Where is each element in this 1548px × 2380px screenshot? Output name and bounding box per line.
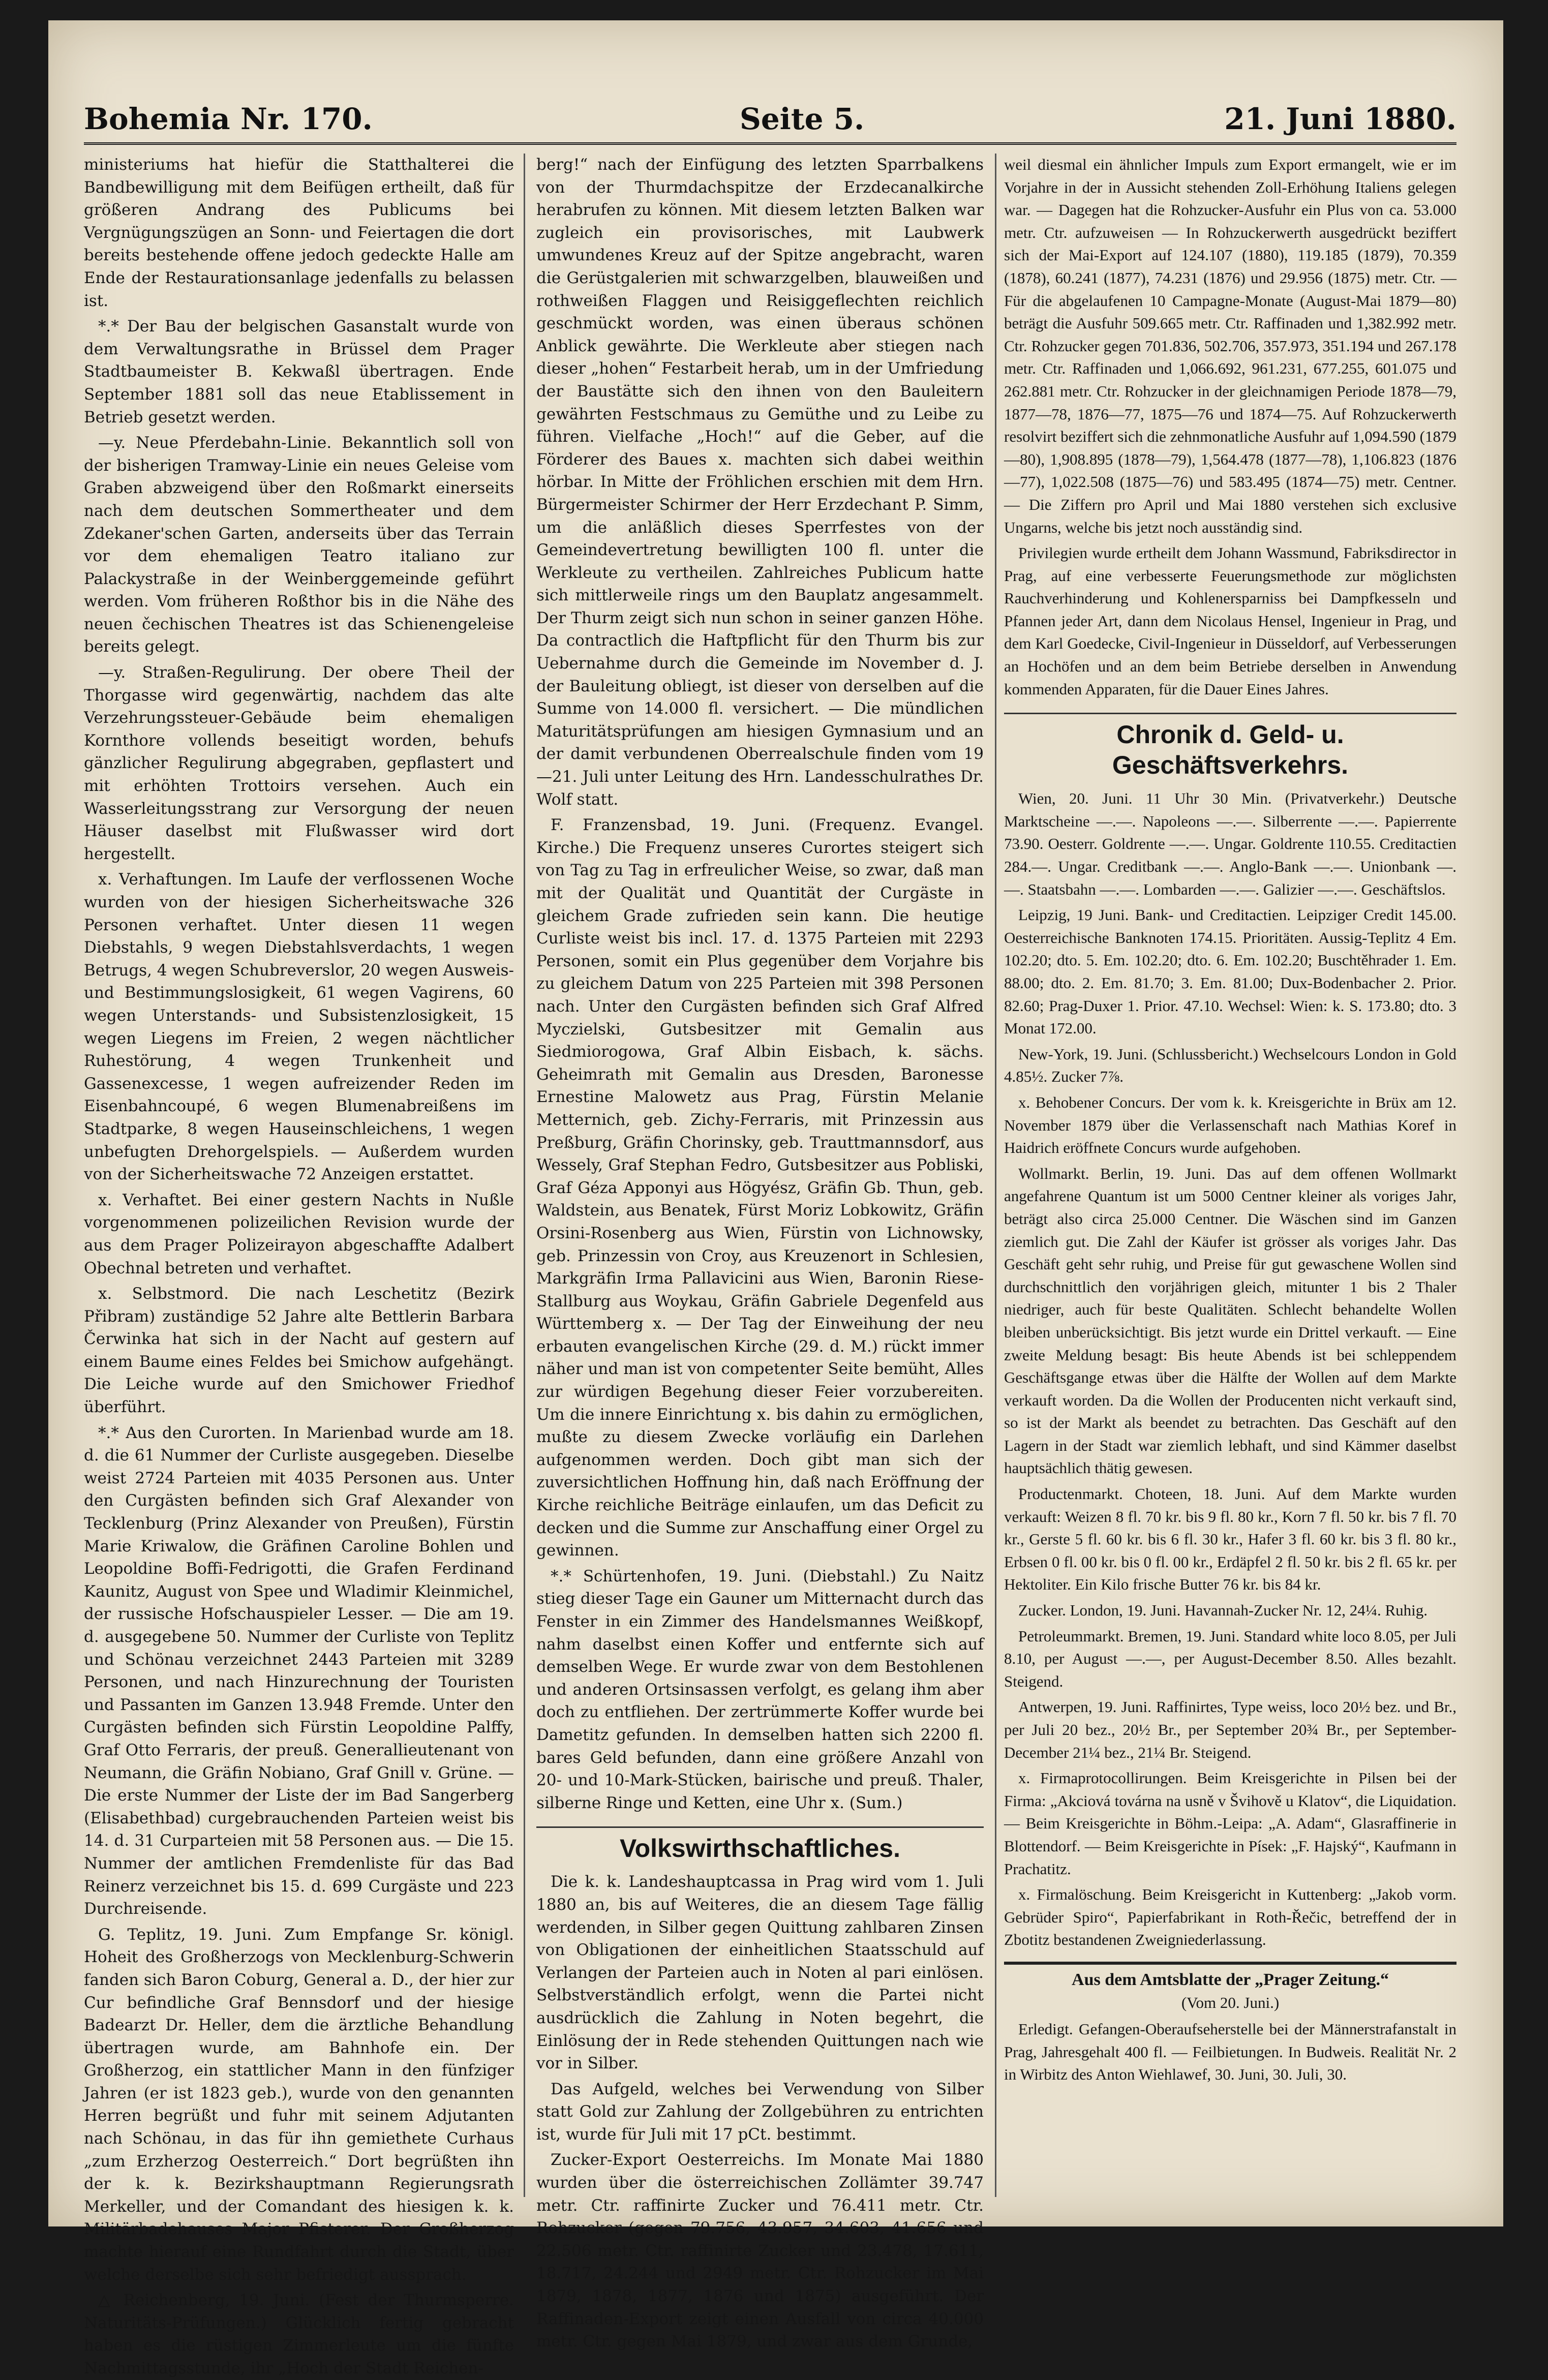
article-text: Erledigt. Gefangen-Oberaufseherstelle bei der Männerstrafanstalt in Prag, Jahresgehalt 400 fl. — Feilbietungen. In Budweis. Realität Nr. 2 in Wirbitz des Anton Wiehlawef, 30. Juni, 30. Juli, 30. xyxy=(1004,2020,1456,2084)
article-text: *.* Schürtenhofen, 19. Juni. (Diebstahl.) Zu Naitz stieg dieser Tage ein Gauner um Mitternacht durch das Fenster in ein Zimmer des Handelsmannes Weißkopf, nahm daselbst einen Koffer und entfernte sich auf demselben Wege. Er wurde zwar von dem Bestohlenen und anderen Ortsinsassen verfolgt, es gelang ihm aber doch zu entfliehen. Der zertrümmerte Koffer wurde bei Dametitz gefunden. In demselben hatten sich 2200 fl. bares Geld befunden, dann eine größere Anzahl von 20- und 10-Mark-Stücken, bairische und preuß. Thaler, silberne Ringe und Ketten, eine Uhr x. (Sum.) xyxy=(536,1567,984,1812)
market-report: Antwerpen, 19. Juni. Raffinirtes, Type weiss, loco 20½ bez. und Br., per Juli 20 bez., 20½ Br., per September 20¾ Br., per September-December 21¼ bez., 21¼ Br. Steigend. xyxy=(1004,1698,1456,1761)
page-number: Seite 5. xyxy=(740,102,865,136)
article-text: x. Verhaftungen. Im Laufe der verflossenen Woche wurden von der hiesigen Sicherheitswache 326 Personen verhaftet. Unter diesen 11 wegen Diebstahls, 9 wegen Diebstahlsverdachts, 1 wegen Betrugs, 4 wegen Schubreverslor, 20 wegen Ausweis- und Bestimmungslosigkeit, 61 wegen Vagirens, 60 wegen Unterstands- und Subsistenzlosigkeit, 15 wegen Liegens im Freien, 2 wegen nächtlicher Ruhestörung, 4 wegen Trunkenheit und Gassenexcesse, 1 wegen aufreizender Reden im Eisenbahncoupé, 6 wegen Blumenabreißens im Stadtparke, 8 wegen Hauseinschleichens, 1 wegen unbefugten Drehorgelspiels. — Außerdem wurden von der Sicherheitswache 72 Anzeigen erstattet. xyxy=(84,870,514,1184)
article-text: Die k. k. Landeshauptcassa in Prag wird vom 1. Juli 1880 an, bis auf Weiteres, die an diesem Tage fällig werdenden, in Silber gegen Quittung zahlbaren Zinsen von Obligationen der einheitlichen Staatsschuld auf Verlangen der Parteien auch in Noten al pari einlösen. Selbstverständlich erfolgt, wenn die Partei nicht ausdrücklich die Zahlung in Noten begehrt, die Einlösung der in Rede stehenden Quittungen nach wie vor in Silber. xyxy=(536,1873,984,2073)
article-text: x. Firmaprotocollirungen. Beim Kreisgerichte in Pilsen bei der Firma: „Akciová továrna na usně v Švihově u Klatov“, die Liquidation. — Beim Kreisgerichte in Böhm.-Leipa: „A. Adam“, Glasraffinerie in Blottendorf. — Beim Kreisgerichte in Písek: „F. Hajský“, Kaufmann in Prachatitz. xyxy=(1004,1769,1456,1878)
article-text: x. Behobener Concurs. Der vom k. k. Kreisgerichte in Brüx am 12. November 1879 über die Verlassenschaft nach Mathias Koref in Haidrich eröffnete Concurs wurde aufgehoben. xyxy=(1004,1093,1456,1157)
market-report: Productenmarkt. Choteen, 18. Juni. Auf dem Markte wurden verkauft: Weizen 8 fl. 70 kr. bis 9 fl. 80 kr., Korn 7 fl. 50 kr. bis 7 fl. 70 kr., Gerste 5 fl. 60 kr. bis 6 fl. 30 kr., Hafer 3 fl. 60 kr. bis 3 fl. 80 kr., Erbsen 0 fl. 00 kr. bis 0 fl. 00 kr., Erdäpfel 2 fl. 50 kr. bis 2 fl. 65 kr. per Hektoliter. Ein Kilo frische Butter 76 kr. bis 84 kr. xyxy=(1004,1485,1456,1594)
article-text: —y. Straßen-Regulirung. Der obere Theil der Thorgasse wird gegenwärtig, nachdem das alte Verzehrungssteuer-Gebäude beim ehemaligen Kornthore vollends beseitigt worden, behufs gänzlicher Regulirung abgegraben, gepflastert und mit erhöhten Trottoirs versehen. Auch ein Wasserleitungsstrang zur Versorgung der neuen Häuser daselbst mit Flußwasser wird dort hergestellt. xyxy=(84,663,514,863)
article-text: Das Aufgeld, welches bei Verwendung von Silber statt Gold zur Zahlung der Zollgebühren zu entrichten ist, wurde für Juli mit 17 pCt. bestimmt. xyxy=(536,2080,984,2144)
article-text: Zucker-Export Oesterreichs. Im Monate Mai 1880 wurden über die österreichischen Zollämter 39.747 metr. Ctr. raffinirte Zucker und 76.411 metr. Ctr. Rohzucker (gegen 79.756, 43.957, 34.603, 41.656 und 22.506 metr. Ctr. raffinirte Zucker und 23.478, 17.611, 18.717, 24.244 und 2949 metr. Ctr. Rohzucker im Mai 1879, 1878, 1877, 1876 und 1875) ausgeführt. Der Raffinaden-Export zeigt einen Ausfall von circa 40.000 metr. Ctr. gegen Mai 1879, und zwar aus dem Grunde, xyxy=(536,2151,984,2351)
market-report: New-York, 19. Juni. (Schlussbericht.) Wechselcours London in Gold 4.85½. Zucker 7⅞. xyxy=(1004,1045,1456,1086)
column-2 xyxy=(536,154,984,2351)
column-divider xyxy=(995,154,996,2197)
article-text: x. Firmalöschung. Beim Kreisgericht in Kuttenberg: „Jakob vorm. Gebrüder Spiro“, Papierfabrikant in Roth-Řečic, betreffend der in Zbotitz bestandenen Zweigniederlassung. xyxy=(1004,1885,1456,1949)
article-text: x. Verhaftet. Bei einer gestern Nachts in Nußle vorgenommenen polizeilichen Revision wurde der aus dem Prager Polizeirayon abgeschaffte Adalbert Obechnal betreten und verhaftet. xyxy=(84,1191,514,1277)
official-gazette-heading: Aus dem Amtsblatte der „Prager Zeitung.“ xyxy=(1004,1962,1456,1992)
market-report: Leipzig, 19 Juni. Bank- und Creditactien. Leipziger Credit 145.00. Oesterreichische Banknoten 174.15. Prioritäten. Aussig-Teplitz 4 Em. 102.20; dto. 5. Em. 102.20; dto. 6. Em. 102.20; Buschtěhrader 1. Em. 88.00; dto. 2. Em. 81.70; 3. Em. 81.00; Dux-Bodenbacher 2. Prior. 82.60; Prag-Duxer 1. Prior. 47.10. Wechsel: Wien: k. S. 173.80; dto. 3 Monat 172.00. xyxy=(1004,906,1456,1038)
official-gazette-date: (Vom 20. Juni.) xyxy=(1181,1993,1280,2011)
section-heading: Chronik d. Geld- u. Geschäftsverkehrs. xyxy=(1004,713,1456,780)
article-text: △ Reichenberg, 19. Juni. (Fest der Thurmsperre. Naturitäts-Prüfungen.) Glücklich fertig gebracht haben es die rüstigen Zimmerleute um die fünfte Nachmittagsstunde, ihr „Hoch der Stadt Reichen- xyxy=(84,2291,514,2377)
article-text: weil diesmal ein ähnlicher Impuls zum Export ermangelt, wie er im Vorjahre in der in Aussicht stehenden Zoll-Erhöhung Italiens gelegen war. — Dagegen hat die Rohzucker-Ausfuhr ein Plus von ca. 53.000 metr. Ctr. aufzuweisen — In Rohzuckerwerth ausgedrückt beziffert sich der Mai-Export auf 124.107 (1880), 119.185 (1879), 70.359 (1878), 60.241 (1877), 74.231 (1876) und 29.956 (1875) metr. Ctr. — Für die abgelaufenen 10 Campagne-Monate (August-Mai 1879—80) beträgt die Ausfuhr 509.665 metr. Ctr. Raffinaden und 1,382.992 metr. Ctr. Rohzucker gegen 701.836, 502.706, 357.973, 351.194 und 267.178 metr. Ctr. Raffinaden und 1,066.692, 961.231, 677.255, 601.075 und 262.881 metr. Ctr. Rohzucker in der gleichnamigen Periode 1878—79, 1877—78, 1876—77, 1875—76 und 1874—75. Auf Rohzuckerwerth resolvirt beziffert sich die zehnmonatliche Ausfuhr auf 1,094.590 (1879—80), 1,908.895 (1878—79), 1,564.478 (1877—78), 1,106.823 (1876—77), 1,022.508 (1875—76) und 583.495 (1874—75) metr. Centner. — Die Ziffern pro April und Mai 1880 verstehen sich exclusive Ungarns, welche bis jetzt noch ausständig sind. xyxy=(1004,156,1456,536)
column-divider xyxy=(524,154,525,2197)
article-text: x. Selbstmord. Die nach Leschetitz (Bezirk Přibram) zuständige 52 Jahre alte Bettlerin Barbara Čerwinka hat sich in der Nacht auf gestern auf einem Baume eines Feldes bei Smichow aufgehängt. Die Leiche wurde auf den Smichower Friedhof überführt. xyxy=(84,1285,514,1417)
market-report: Wollmarkt. Berlin, 19. Juni. Das auf dem offenen Wollmarkt angefahrene Quantum ist um 5000 Centner kleiner als voriges Jahr, beträgt also circa 25.000 Centner. Die Wäschen sind im Ganzen ziemlich gut. Die Zahl der Käufer ist grösser als voriges Jahr. Das Geschäft geht sehr ruhig, und Preise für gut gewaschene Wollen sind durchschnittlich den vorjährigen gleich, mitunter 1 bis 2 Thaler niedriger, auch für beste Qualitäten. Schlecht behandelte Wollen bleiben unberücksichtigt. Bis jetzt wurde ein Drittel verkauft. — Eine zweite Meldung besagt: Bis heute Abends ist bei schleppendem Geschäftsgange etwas über die Hälfte der Wollen auf dem Markte verkauft worden. Da die Wollen der Producenten nicht verkauft sind, so ist der Markt als beendet zu betrachten. Das Geschäft auf den Lagern in der Stadt war ziemlich lebhaft, und sind Kämmer daselbst hauptsächlich thätig gewesen. xyxy=(1004,1164,1456,1477)
page-header xyxy=(84,97,1456,145)
article-text: ministeriums hat hiefür die Statthalterei die Bandbewilligung mit dem Beifügen ertheilt, daß für größeren Andrang des Publicums bei Vergnügungszügen an Sonn- und Feiertagen die dort bereits bestehende offene jedoch gedeckte Halle am Ende der Restaurationsanlage jedenfalls zu belassen ist. xyxy=(84,156,514,310)
newspaper-title: Bohemia Nr. 170. xyxy=(84,102,373,136)
column-1 xyxy=(84,154,514,2377)
issue-date: 21. Juni 1880. xyxy=(1224,102,1456,136)
article-text: F. Franzensbad, 19. Juni. (Frequenz. Evangel. Kirche.) Die Frequenz unseres Curortes steigert sich von Tag zu Tag in erfreulicher Weise, so zwar, daß man mit der Qualität und Quantität der Curgäste in gleichem Grade zufrieden sein kann. Die heutige Curliste weist bis incl. 17. d. 1375 Parteien mit 2293 Personen, somit ein Plus gegenüber dem Vorjahre bis zu gleichem Datum von 225 Parteien mit 398 Personen nach. Unter den Curgästen befinden sich Graf Alfred Myczielski, Gutsbesitzer mit Gemalin aus Siedmiorogowa, Graf Albin Eisbach, k. sächs. Geheimrath mit Gemalin aus Dresden, Baronesse Ernestine Malowetz aus Prag, Fürstin Melanie Metternich, geb. Zichy-Ferraris, mit Prinzessin aus Preßburg, Gräfin Chorinsky, geb. Trauttmannsdorf, aus Wessely, Graf Stephan Fedro, Gutsbesitzer aus Pobliski, Graf Géza Apponyi aus Högyész, Gräfin Gb. Thun, geb. Waldstein, aus Benatek, Fürst Moriz Lobkowitz, Gräfin Orsini-Rosenberg aus Wien, Fürstin von Lichnowsky, geb. Prinzessin von Croy, aus Kreuzenort in Schlesien, Markgräfin Irma Pallavicini aus Wien, Baronin Riese-Stallburg aus Woykau, Gräfin Gabriele Degenfeld aus Württemberg x. — Der Tag der Einweihung der neu erbauten evangelischen Kirche (29. d. M.) rückt immer näher und man ist von competenter Seite bemüht, Alles zur würdigen Begehung dieser Feier vorzubereiten. Um die innere Einrichtung x. bis dahin zu ermöglichen, mußte zu diesem Zwecke vorläufig ein Darlehen aufgenommen werden. Doch gibt man sich der zuversichtlichen Hoffnung hin, daß nach Eröffnung der Kirche reichliche Beiträge einlaufen, um das Deficit zu decken und die Summe zur Anschaffung einer Orgel zu gewinnen. xyxy=(536,816,984,1560)
market-report: Petroleummarkt. Bremen, 19. Juni. Standard white loco 8.05, per Juli 8.10, per August —.—, per August-December 8.50. Alles bezahlt. Steigend. xyxy=(1004,1627,1456,1690)
market-report: Zucker. London, 19. Juni. Havannah-Zucker Nr. 12, 24¼. Ruhig. xyxy=(1018,1601,1428,1620)
article-text: —y. Neue Pferdebahn-Linie. Bekanntlich soll von der bisherigen Tramway-Linie ein neues Geleise vom Graben abzweigend über den Roßmarkt einerseits nach dem deutschen Sommertheater und dem Zdekaner'schen Garten, anderseits über das Terrain vor dem ehemaligen Teatro italiano zur Palackystraße in der Weinberggemeinde geführt werden. Vom früheren Roßthor bis in die Nähe des neuen čechischen Theatres ist das Schienengeleise bereits gelegt. xyxy=(84,434,514,656)
column-3 xyxy=(1004,154,1456,2197)
article-text: Privilegien wurde ertheilt dem Johann Wassmund, Fabriksdirector in Prag, auf eine verbesserte Feuerungsmethode zur möglichsten Rauchverhinderung und Kohlenersparniss bei Dampfkesseln und Pfannen jeder Art, dann dem Nicolaus Hensel, Ingenieur in Prag, und dem Karl Goedecke, Civil-Ingenieur in Düsseldorf, auf Verbesserungen an Hochöfen und an dem beim Betriebe derselben in Anwendung kommenden Apparaten, für die Dauer Eines Jahres. xyxy=(1004,544,1456,698)
article-text: G. Teplitz, 19. Juni. Zum Empfange Sr. königl. Hoheit des Großherzogs von Mecklenburg-Schwerin fanden sich Baron Coburg, General a. D., der hier zur Cur befindliche Graf Bennsdorf und der hiesige Badearzt Dr. Heller, dem die ärztliche Behandlung übertragen wurde, am Bahnhofe ein. Der Großherzog, ein stattlicher Mann in den fünfziger Jahren (er ist 1823 geb.), wurde von den genannten Herren begrüßt und fuhr mit seinem Adjutanten nach Schönau, in das für ihn gemiethete Curhaus „zum Erzherzog Oesterreich.“ Dort begrüßten ihn der k. k. Bezirkshauptmann Regierungsrath Merkeller, und der Comandant des hiesigen k. k. Militärbadehauses Major Pfisterer. Der Großherzog machte hierauf eine Rundfahrt durch die Stadt, über welche derselbe sich sehr befriedigt aussprach. xyxy=(84,1925,514,2284)
article-text: berg!“ nach der Einfügung des letzten Sparrbalkens von der Thurmdachspitze der Erzdecanalkirche herabrufen zu können. Mit diesem letzten Balken war zugleich ein provisorisches, mit Laubwerk umwundenes Kreuz auf der Spitze angebracht, waren die Gerüstgalerien mit schwarzgelben, blauweißen und rothweißen Flaggen und Reisiggeflechten reichlich geschmückt worden, was einen überaus schönen Anblick gewährte. Die Werkleute aber stiegen nach dieser „hohen“ Festarbeit herab, um in der Umfriedung der Baustätte sich den ihnen von den Bauleitern gewährten Festschmaus zu Gemüthe und zu Leibe zu führen. Vielfache „Hoch!“ auf die Geber, auf die Förderer des Baues x. machten sich dabei weithin hörbar. In Mitte der Fröhlichen erschien mit dem Hrn. Bürgermeister Schirmer der Herr Erzdechant P. Simm, um die anläßlich dieses Sperrfestes von der Gemeindevertretung bewilligten 100 fl. unter die Werkleute zu vertheilen. Zahlreiches Publicum hatte sich mittlerweile rings um den Bauplatz angesammelt. Der Thurm zeigt sich nun schon in seiner ganzen Höhe. Da contractlich die Haftpflicht für den Thurm bis zur Uebernahme durch die Gemeinde im November d. J. der Bauleitung obliegt, ist dieser von derselben auf die Summe von 14.000 fl. versichert. — Die mündlichen Maturitätsprüfungen am hiesigen Gymnasium und an der damit verbundenen Oberrealschule finden vom 19—21. Juli unter Leitung des Hrn. Landesschulrathes Dr. Wolf statt. xyxy=(536,156,984,809)
newspaper-page xyxy=(48,20,1503,2377)
article-text: *.* Der Bau der belgischen Gasanstalt wurde von dem Verwaltungsrathe in Brüssel dem Prager Stadtbaumeister B. Kekwaßl übertragen. Ende September 1881 soll das neue Etablissement in Betrieb gesetzt werden. xyxy=(84,317,514,426)
article-text: *.* Aus den Curorten. In Marienbad wurde am 18. d. die 61 Nummer der Curliste ausgegeben. Dieselbe weist 2724 Parteien mit 4035 Personen aus. Unter den Curgästen befinden sich Graf Alexander von Tecklenburg (Prinz Alexander von Preußen), Fürstin Marie Kriwalow, die Gräfinen Caroline Bohlen und Leopoldine Boffi-Fedrigotti, die Grafen Ferdinand Kaunitz, August von Spee und Wladimir Kleinmichel, der russische Hofschauspieler Lesser. — Die am 19. d. ausgegebene 50. Nummer der Curliste von Teplitz und Schönau verzeichnet 2443 Parteien mit 3289 Personen, und nach Hinzurechnung der Touristen und Passanten im Ganzen 13.948 Fremde. Unter den Curgästen befinden sich Fürstin Leopoldine Palffy, Graf Otto Ferraris, der preuß. Generallieutenant von Neumann, die Gräfin Nobiano, Graf Gnill v. Grüne. — Die erste Nummer der Liste der im Bad Sangerberg (Elisabethbad) curgebrauchenden Parteien weist bis 14. d. 31 Curparteien mit 58 Personen aus. — Die 15. Nummer der amtlichen Fremdenliste für das Bad Reinerz verzeichnet bis 15. d. 699 Curgäste und 223 Durchreisende. xyxy=(84,1423,514,1918)
market-report: Wien, 20. Juni. 11 Uhr 30 Min. (Privatverkehr.) Deutsche Marktscheine —.—. Napoleons —.—. Silberrente —.—. Papierrente 73.90. Oesterr. Goldrente —.—. Ungar. Goldrente 110.55. Creditactien 284.—. Ungar. Creditbank —.—. Anglo-Bank —.—. Unionbank —.—. Staatsbahn —.—. Lombarden —.—. Galizier —.—. Geschäftslos. xyxy=(1004,789,1456,898)
section-heading: Volkswirthschaftliches. xyxy=(536,1826,984,1864)
